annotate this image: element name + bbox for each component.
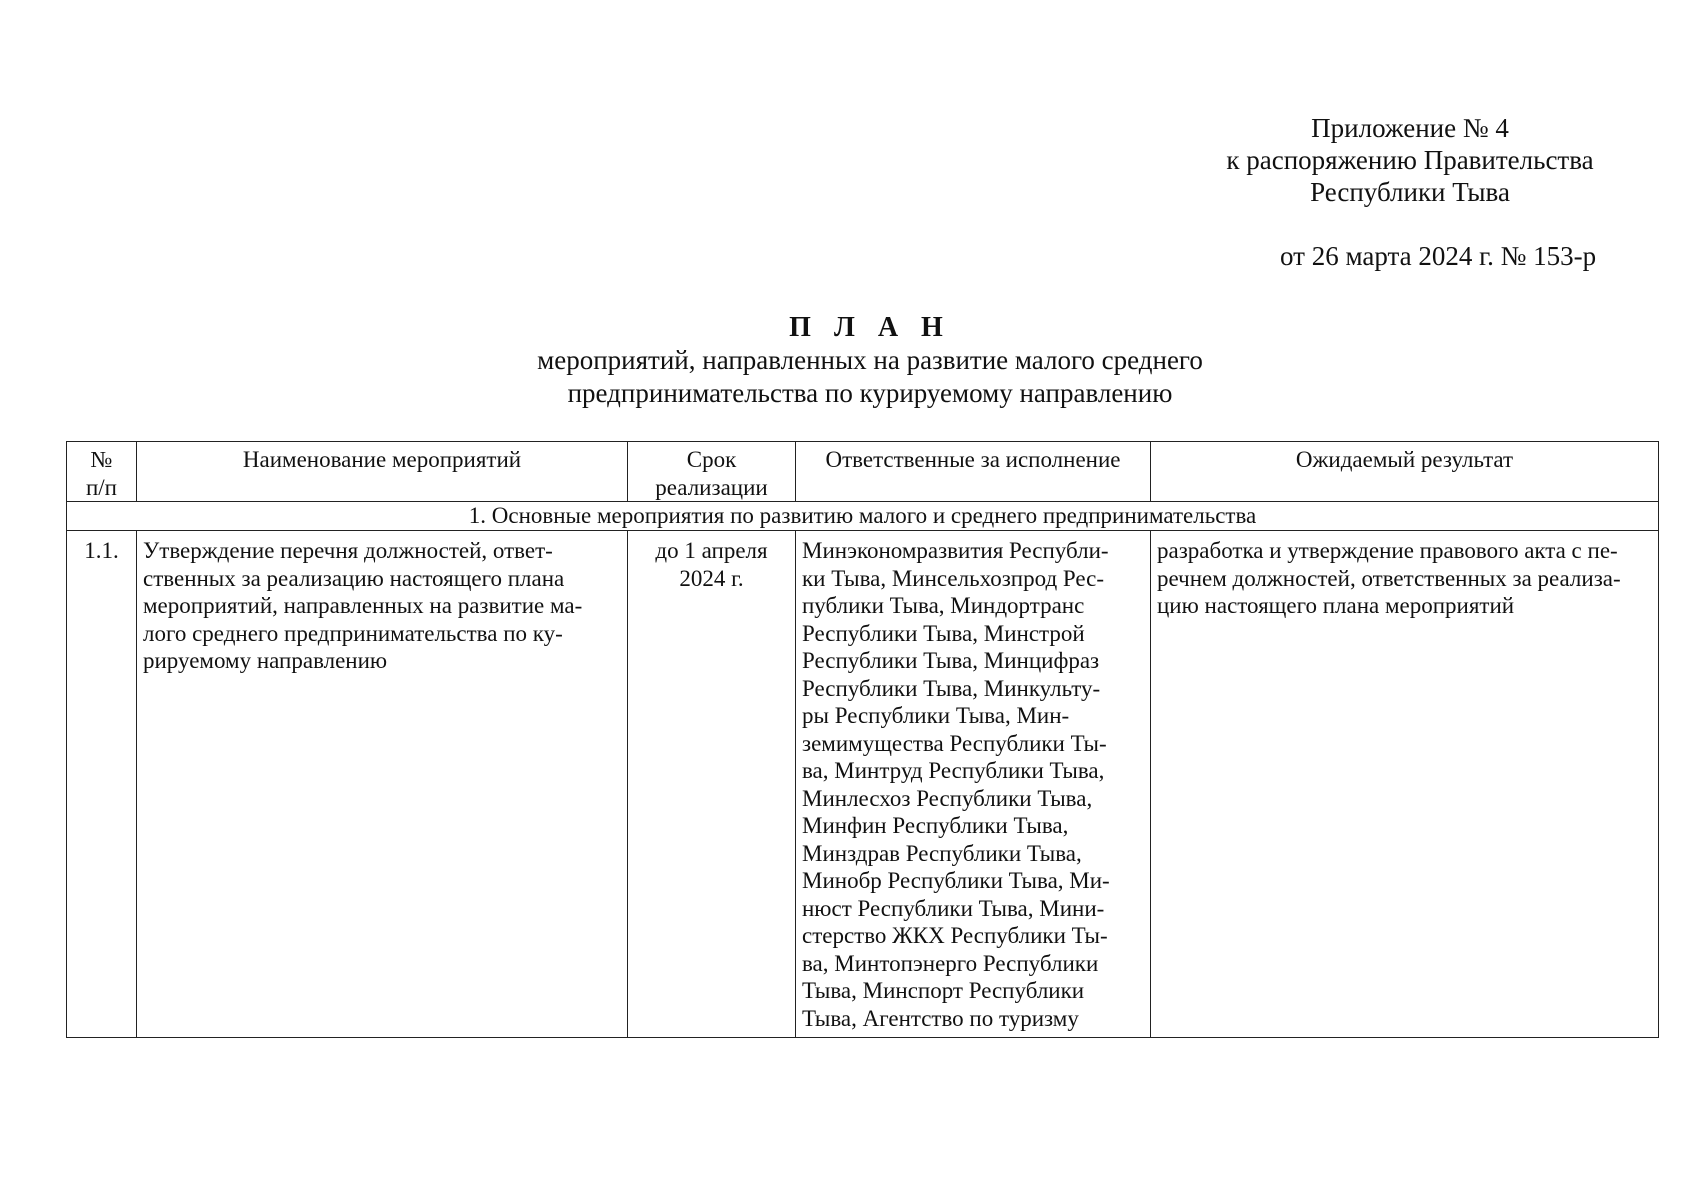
column-header-result: Ожидаемый результат [1151, 442, 1659, 502]
plan-title: П Л А Н [789, 312, 951, 343]
column-header-responsible: Ответственные за исполнение [796, 442, 1151, 502]
appendix-line: к распоряжению Правительства [1226, 145, 1594, 175]
column-header-name: Наименование мероприятий [137, 442, 628, 502]
plan-subtitle [0, 344, 1697, 410]
table-row [67, 531, 1659, 1038]
event-name-cell: Утверждение перечня должностей, ответ- ственных за реализацию настоящего плана мероприятий, направленных на развитие ма- лого среднего предпринимательства по ку- рируемому направлению [137, 531, 628, 1038]
result-cell: разработка и утверждение правового акта с пе- речнем должностей, ответственных за реализа- цию настоящего плана мероприятий [1151, 531, 1659, 1038]
table-header-row [67, 442, 1659, 502]
row-number: 1.1. [67, 531, 137, 1038]
subtitle-line: мероприятий, направленных на развитие малого среднего [537, 345, 1203, 375]
appendix-block [1200, 112, 1620, 208]
appendix-line: Республики Тыва [1310, 177, 1510, 207]
term-cell: до 1 апреля 2024 г. [628, 531, 796, 1038]
section-title: 1. Основные мероприятия по развитию малого и среднего предпринимательства [67, 502, 1659, 531]
plan-table [66, 441, 1659, 1038]
appendix-date: от 26 марта 2024 г. № 153-р [1280, 241, 1597, 271]
section-row [67, 502, 1659, 531]
column-header-number: № п/п [67, 442, 137, 502]
responsible-cell: Минэкономразвития Республи- ки Тыва, Минсельхозпрод Рес- публики Тыва, Миндортранс Республики Тыва, Минстрой Республики Тыва, Минцифраз Республики Тыва, Минкульту- ры Республики Тыва, Мин- земимущества Республики Ты- ва, Минтруд Республики Тыва, Минлесхоз Республики Тыва, Минфин Республики Тыва, Минздрав Республики Тыва, Минобр Республики Тыва, Ми- нюст Республики Тыва, Мини- стерство ЖКХ Республики Ты- ва, Минтопэнерго Республики Тыва, Минспорт Республики Тыва, Агентство по туризму [796, 531, 1151, 1038]
column-header-term: Срок реализации [628, 442, 796, 502]
appendix-line: Приложение № 4 [1311, 113, 1509, 143]
subtitle-line: предпринимательства по курируемому направлению [567, 378, 1173, 408]
